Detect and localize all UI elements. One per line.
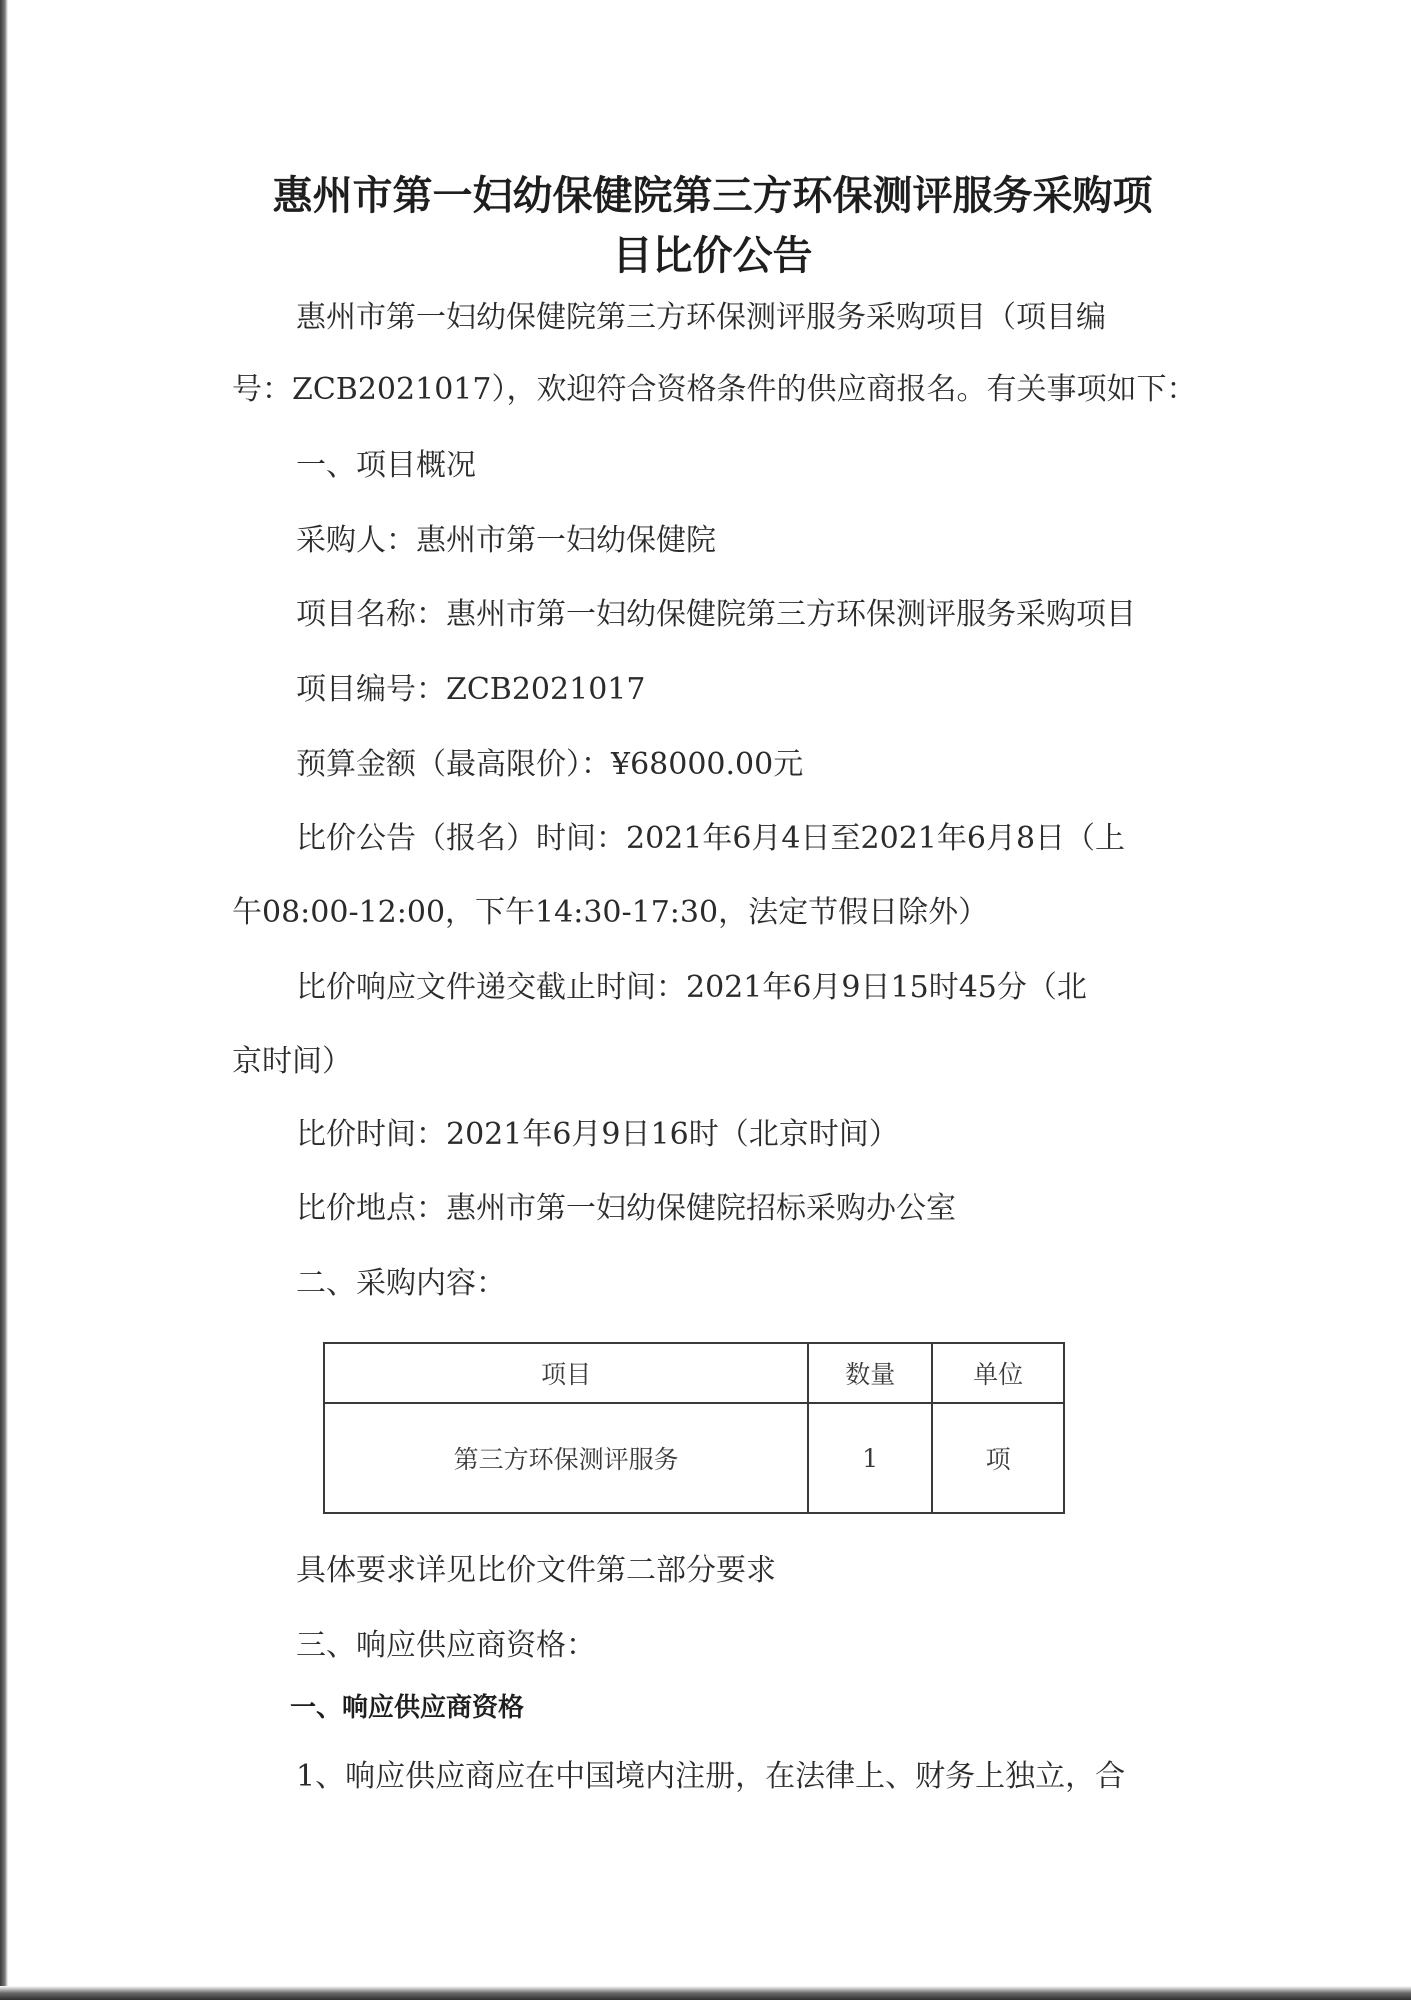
table-cell-quantity: 1	[808, 1403, 932, 1513]
budget-amount: 预算金额（最高限价）：¥68000.00元	[296, 747, 804, 782]
intro-line-2: 号：ZCB2021017），欢迎符合资格条件的供应商报名。有关事项如下：	[232, 372, 1197, 407]
table-row	[324, 1403, 1064, 1513]
intro-line-1: 惠州市第一妇幼保健院第三方环保测评服务采购项目（项目编	[296, 300, 1106, 335]
table-header-quantity: 数量	[808, 1343, 932, 1403]
deadline-line-1: 比价响应文件递交截止时间：2021年6月9日15时45分（北	[296, 970, 1087, 1005]
table-cell-item: 第三方环保测评服务	[324, 1403, 808, 1513]
table-cell-unit: 项	[932, 1403, 1064, 1513]
deadline-line-2: 京时间）	[232, 1044, 352, 1079]
compare-place: 比价地点：惠州市第一妇幼保健院招标采购办公室	[296, 1191, 956, 1226]
procurement-table	[323, 1342, 1065, 1514]
table-header-unit: 单位	[932, 1343, 1064, 1403]
qualification-item-1: 1、响应供应商应在中国境内注册，在法律上、财务上独立，合	[296, 1759, 1126, 1794]
project-number: 项目编号：ZCB2021017	[296, 672, 646, 707]
document-title-line-2: 目比价公告	[612, 233, 813, 279]
compare-time: 比价时间：2021年6月9日16时（北京时间）	[296, 1117, 899, 1152]
table-header-item: 项目	[324, 1343, 808, 1403]
section-1-heading: 一、项目概况	[296, 448, 476, 483]
table-header-row	[324, 1343, 1064, 1403]
section-3-subheading: 一、响应供应商资格	[290, 1693, 525, 1723]
section-3-heading: 三、响应供应商资格：	[296, 1628, 596, 1663]
requirements-note: 具体要求详见比价文件第二部分要求	[296, 1553, 776, 1588]
document-title-line-1: 惠州市第一妇幼保健院第三方环保测评服务采购项	[272, 173, 1153, 219]
purchaser: 采购人：惠州市第一妇幼保健院	[296, 523, 716, 558]
signup-time-line-2: 午08:00-12:00，下午14:30-17:30，法定节假日除外）	[232, 895, 989, 930]
signup-time-line-1: 比价公告（报名）时间：2021年6月4日至2021年6月8日（上	[296, 821, 1126, 856]
project-name: 项目名称：惠州市第一妇幼保健院第三方环保测评服务采购项目	[296, 597, 1136, 632]
section-2-heading: 二、采购内容：	[296, 1266, 506, 1301]
